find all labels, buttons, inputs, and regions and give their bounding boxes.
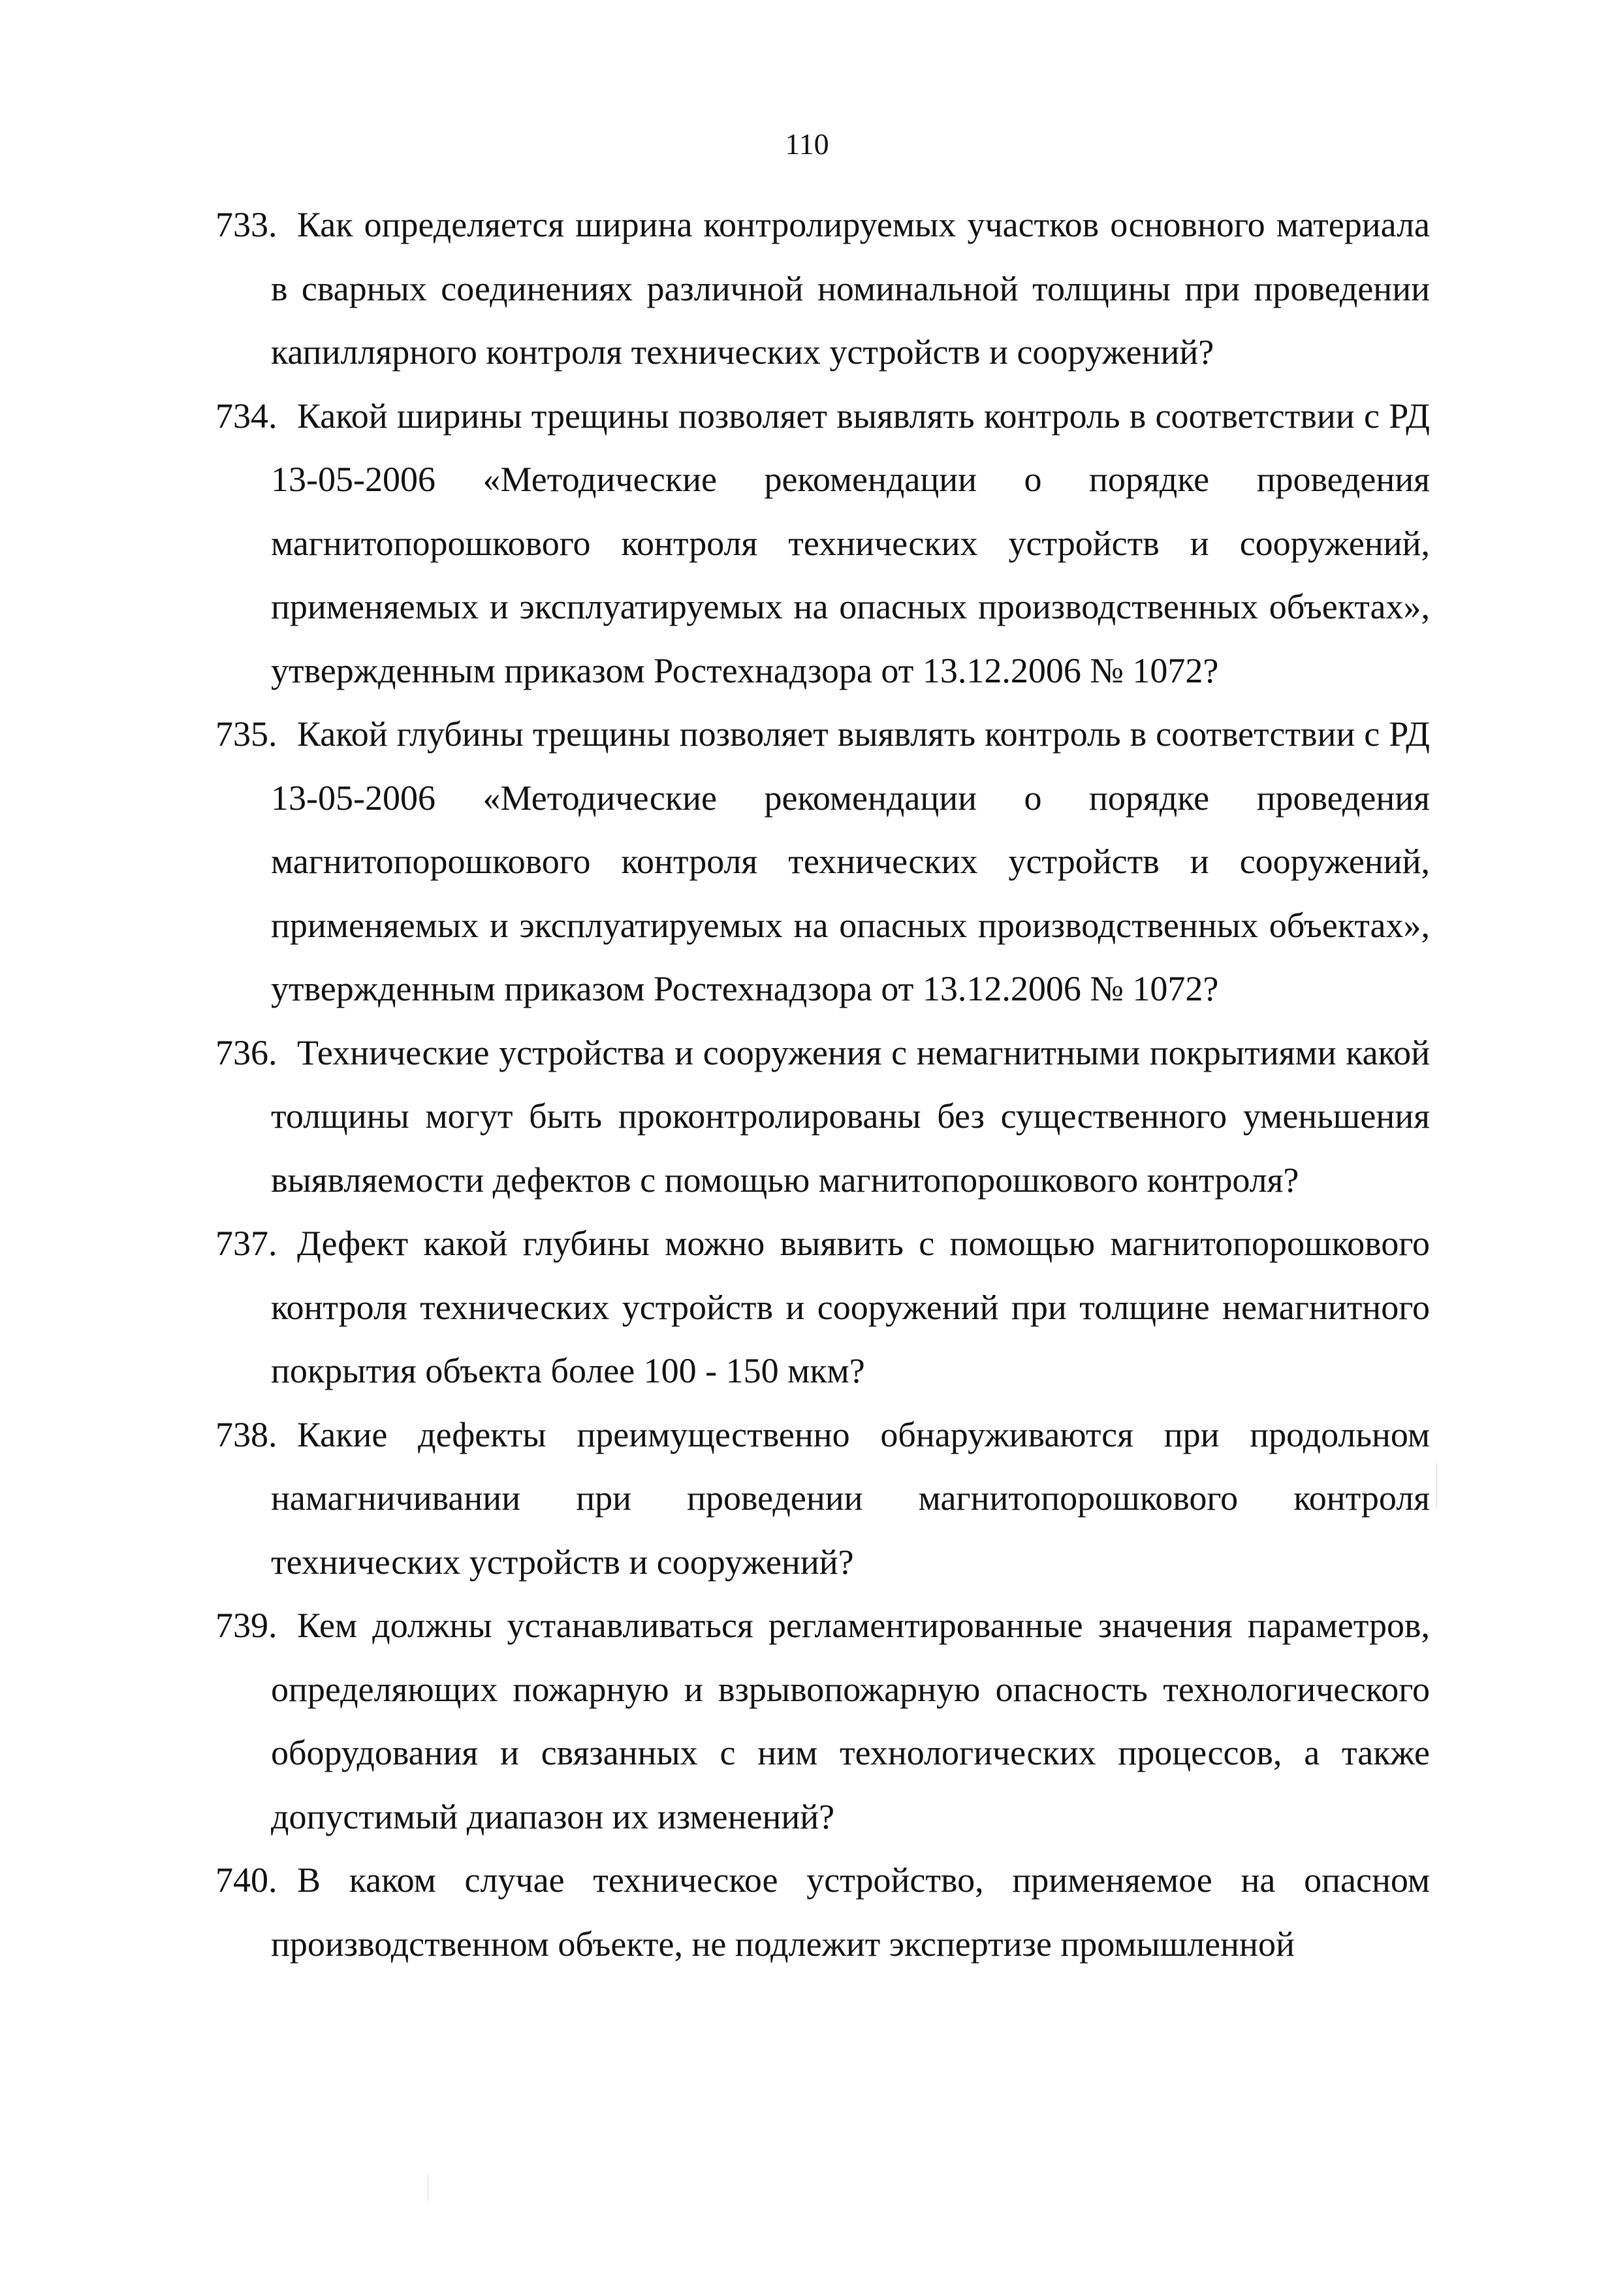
question-number: 734. — [215, 396, 277, 436]
question-number: 739. — [215, 1606, 277, 1645]
question-item — [215, 193, 1430, 385]
question-item — [215, 1212, 1430, 1403]
question-text: Технические устройства и сооружения с немагнитными покрытиями какой толщины могут быть проконтролированы без существенного уменьшения выявляемости дефектов с помощью магнитопорошкового контроля? — [271, 1032, 1430, 1200]
question-list — [215, 193, 1430, 1976]
question-number: 740. — [215, 1860, 277, 1900]
question-number: 737. — [215, 1224, 277, 1263]
question-number: 735. — [215, 714, 277, 754]
question-text: Как определяется ширина контролируемых участков основного материала в сварных соединениях различной номинальной толщины при проведении капиллярного контроля технических устройств и сооружений? — [271, 205, 1430, 372]
question-item — [215, 1594, 1430, 1849]
question-item — [215, 1403, 1430, 1595]
page-number: 110 — [785, 127, 829, 161]
question-text: Кем должны устанавливаться регламентированные значения параметров, определяющих пожарную и взрывопожарную опасность технологического оборудования и связанных с ним технологических процессов, а также допустимый диапазон их изменений? — [271, 1606, 1430, 1836]
question-item — [215, 1849, 1430, 1976]
question-item — [215, 385, 1430, 703]
scan-artifact — [1436, 1463, 1437, 1508]
question-text: Какой ширины трещины позволяет выявлять контроль в соответствии с РД 13-05-2006 «Методические рекомендации о порядке проведения магнитопорошкового контроля технических устройств и сооружений, применяемых и эксплуатируемых на опасных производственных объектах», утвержденным приказом Ростехнадзора от 13.12.2006 № 1072? — [271, 396, 1430, 690]
question-text: Какие дефекты преимущественно обнаруживаются при продольном намагничивании при проведении магнитопорошкового контроля технических устройств и сооружений? — [271, 1414, 1430, 1582]
question-item — [215, 703, 1430, 1021]
question-number: 733. — [215, 205, 277, 244]
question-text: Дефект какой глубины можно выявить с помощью магнитопорошкового контроля технических устройств и сооружений при толщине немагнитного покрытия объекта более 100 - 150 мкм? — [271, 1224, 1430, 1390]
question-text: В каком случае техническое устройство, применяемое на опасном производственном объекте, не подлежит экспертизе промышленной — [271, 1860, 1430, 1964]
question-number: 738. — [215, 1414, 277, 1454]
question-number: 736. — [215, 1032, 277, 1072]
question-text: Какой глубины трещины позволяет выявлять контроль в соответствии с РД 13-05-2006 «Методические рекомендации о порядке проведения магнитопорошкового контроля технических устройств и сооружений, применяемых и эксплуатируемых на опасных производственных объектах», утвержденным приказом Ростехнадзора от 13.12.2006 № 1072? — [271, 714, 1430, 1008]
question-item — [215, 1021, 1430, 1213]
